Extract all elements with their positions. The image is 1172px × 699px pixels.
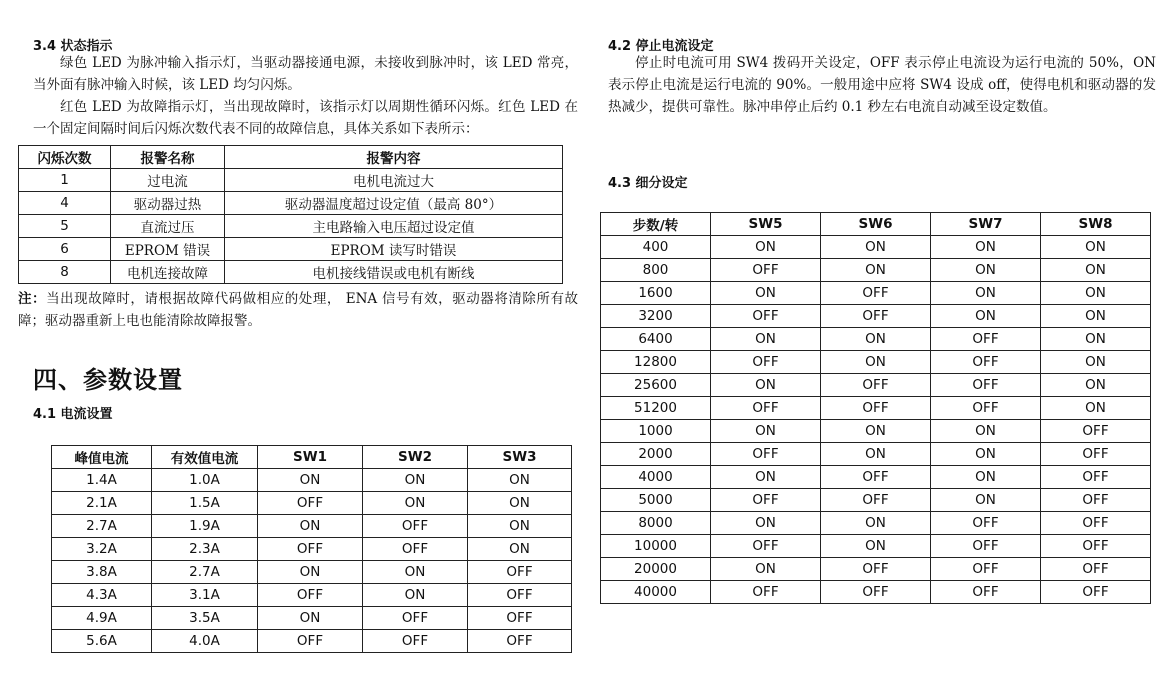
step-table-cell: 12800 <box>601 351 711 374</box>
step-table-header: SW5 <box>711 213 821 236</box>
current-table-cell: OFF <box>468 561 572 584</box>
fault-table-cell: 1 <box>19 169 111 192</box>
step-table-cell: OFF <box>711 305 821 328</box>
current-table-cell: 3.8A <box>52 561 152 584</box>
step-table-cell: OFF <box>711 259 821 282</box>
step-table-cell: ON <box>821 259 931 282</box>
step-table-cell: OFF <box>711 397 821 420</box>
current-table-header-row <box>52 446 572 469</box>
fault-table-row <box>19 215 563 238</box>
step-table-cell: OFF <box>931 535 1041 558</box>
section-3-4-paragraph-1: 绿色 LED 为脉冲输入指示灯，当驱动器接通电源，未接收到脉冲时，该 LED 常亮，当外面有脉冲输入时候，该 LED 均匀闪烁。 <box>33 55 578 93</box>
step-table-row <box>601 512 1151 535</box>
step-table-cell: OFF <box>1041 581 1151 604</box>
step-table-cell: OFF <box>1041 512 1151 535</box>
step-table-row <box>601 374 1151 397</box>
step-table-cell: ON <box>931 489 1041 512</box>
fault-table-row <box>19 192 563 215</box>
step-table-cell: OFF <box>1041 558 1151 581</box>
step-table-row <box>601 236 1151 259</box>
step-table-cell: OFF <box>1041 489 1151 512</box>
step-table-header: 步数/转 <box>601 213 711 236</box>
step-table-cell: ON <box>1041 374 1151 397</box>
step-table-header: SW8 <box>1041 213 1151 236</box>
step-table-row <box>601 535 1151 558</box>
step-table-cell: 6400 <box>601 328 711 351</box>
step-table-cell: OFF <box>931 374 1041 397</box>
fault-table-cell: 电机连接故障 <box>111 261 225 284</box>
current-table-header: SW1 <box>258 446 363 469</box>
current-table-cell: ON <box>468 492 572 515</box>
current-table-header: SW2 <box>363 446 468 469</box>
fault-table-cell: 过电流 <box>111 169 225 192</box>
fault-table-cell: 8 <box>19 261 111 284</box>
step-table-cell: 20000 <box>601 558 711 581</box>
current-table-cell: OFF <box>363 538 468 561</box>
current-table-cell: 4.9A <box>52 607 152 630</box>
current-table-cell: 1.9A <box>152 515 258 538</box>
step-table-cell: ON <box>711 512 821 535</box>
current-table-header: SW3 <box>468 446 572 469</box>
step-table-cell: ON <box>931 466 1041 489</box>
step-table-cell: ON <box>931 236 1041 259</box>
current-table-cell: 2.1A <box>52 492 152 515</box>
fault-table <box>18 145 563 284</box>
current-table-cell: ON <box>468 515 572 538</box>
fault-table-cell: 5 <box>19 215 111 238</box>
current-table-row <box>52 492 572 515</box>
step-table-cell: OFF <box>821 489 931 512</box>
step-table-cell: 400 <box>601 236 711 259</box>
step-table-cell: 3200 <box>601 305 711 328</box>
section-3-4-title: 3.4 状态指示 <box>33 39 113 54</box>
fault-table-cell: 4 <box>19 192 111 215</box>
step-table-cell: OFF <box>711 489 821 512</box>
step-table-row <box>601 443 1151 466</box>
fault-table-header-row <box>19 146 563 169</box>
fault-note <box>18 288 578 332</box>
step-table-cell: ON <box>821 443 931 466</box>
step-table-cell: ON <box>931 305 1041 328</box>
fault-table-cell: 主电路输入电压超过设定值 <box>225 215 563 238</box>
fault-table-header: 报警名称 <box>111 146 225 169</box>
step-table-cell: ON <box>821 535 931 558</box>
step-table-cell: OFF <box>1041 535 1151 558</box>
step-table-cell: OFF <box>821 466 931 489</box>
step-table-cell: OFF <box>931 512 1041 535</box>
current-table-row <box>52 538 572 561</box>
current-table-cell: ON <box>258 515 363 538</box>
current-table-cell: ON <box>468 538 572 561</box>
section-4-1-title: 4.1 电流设置 <box>33 407 113 422</box>
current-table-row <box>52 561 572 584</box>
current-table-cell: 4.0A <box>152 630 258 653</box>
step-table-cell: ON <box>1041 397 1151 420</box>
current-table-cell: 3.5A <box>152 607 258 630</box>
step-table-cell: ON <box>711 282 821 305</box>
step-table-cell: 4000 <box>601 466 711 489</box>
step-table-cell: OFF <box>711 581 821 604</box>
step-table-row <box>601 282 1151 305</box>
step-table <box>600 212 1151 604</box>
current-table-cell: OFF <box>363 515 468 538</box>
step-table-cell: ON <box>821 512 931 535</box>
current-table <box>51 445 572 653</box>
step-table-cell: ON <box>711 236 821 259</box>
fault-table-cell: 电机电流过大 <box>225 169 563 192</box>
step-table-cell: 1000 <box>601 420 711 443</box>
step-table-row <box>601 397 1151 420</box>
current-table-cell: OFF <box>258 630 363 653</box>
current-table-cell: 1.4A <box>52 469 152 492</box>
step-table-cell: ON <box>1041 282 1151 305</box>
step-table-cell: ON <box>821 420 931 443</box>
current-table-cell: ON <box>363 584 468 607</box>
step-table-row <box>601 466 1151 489</box>
current-table-cell: 3.2A <box>52 538 152 561</box>
section-4-3-title: 4.3 细分设定 <box>608 176 688 191</box>
current-table-cell: ON <box>258 561 363 584</box>
current-table-cell: 2.7A <box>52 515 152 538</box>
step-table-cell: OFF <box>1041 420 1151 443</box>
step-table-cell: OFF <box>821 581 931 604</box>
fault-table-cell: 直流过压 <box>111 215 225 238</box>
step-table-cell: ON <box>1041 351 1151 374</box>
step-table-cell: OFF <box>821 282 931 305</box>
current-table-row <box>52 630 572 653</box>
step-table-row <box>601 351 1151 374</box>
current-table-cell: OFF <box>363 630 468 653</box>
step-table-cell: OFF <box>821 305 931 328</box>
current-table-row <box>52 515 572 538</box>
fault-table-cell: 电机接线错误或电机有断线 <box>225 261 563 284</box>
note-text: 当出现故障时，请根据故障代码做相应的处理， ENA 信号有效，驱动器将清除所有故障；驱动器重新上电也能清除故障报警。 <box>18 291 579 329</box>
step-table-cell: 40000 <box>601 581 711 604</box>
step-table-cell: ON <box>821 328 931 351</box>
step-table-cell: ON <box>711 374 821 397</box>
step-table-cell: OFF <box>1041 443 1151 466</box>
fault-table-row <box>19 261 563 284</box>
current-table-cell: OFF <box>258 492 363 515</box>
step-table-cell: ON <box>711 558 821 581</box>
step-table-cell: 800 <box>601 259 711 282</box>
step-table-cell: 5000 <box>601 489 711 512</box>
step-table-cell: 1600 <box>601 282 711 305</box>
fault-table-cell: 驱动器过热 <box>111 192 225 215</box>
step-table-row <box>601 489 1151 512</box>
fault-table-cell: EPROM 错误 <box>111 238 225 261</box>
current-table-cell: OFF <box>468 584 572 607</box>
current-table-cell: ON <box>363 561 468 584</box>
step-table-row <box>601 328 1151 351</box>
step-table-cell: ON <box>821 236 931 259</box>
step-table-cell: 25600 <box>601 374 711 397</box>
current-table-cell: 5.6A <box>52 630 152 653</box>
current-table-cell: 2.3A <box>152 538 258 561</box>
step-table-cell: ON <box>1041 236 1151 259</box>
current-table-header: 有效值电流 <box>152 446 258 469</box>
note-label: 注： <box>18 291 47 307</box>
fault-table-header: 报警内容 <box>225 146 563 169</box>
current-table-row <box>52 607 572 630</box>
fault-table-cell: 驱动器温度超过设定值（最高 80°） <box>225 192 563 215</box>
section-4-2-title: 4.2 停止电流设定 <box>608 39 714 54</box>
step-table-header: SW7 <box>931 213 1041 236</box>
step-table-row <box>601 581 1151 604</box>
step-table-header-row <box>601 213 1151 236</box>
step-table-cell: ON <box>931 420 1041 443</box>
step-table-row <box>601 305 1151 328</box>
fault-table-cell: EPROM 读写时错误 <box>225 238 563 261</box>
current-table-header: 峰值电流 <box>52 446 152 469</box>
step-table-cell: OFF <box>711 443 821 466</box>
chapter-title: 四、参数设置 <box>33 365 183 394</box>
current-table-cell: ON <box>363 492 468 515</box>
step-table-cell: OFF <box>931 351 1041 374</box>
step-table-cell: ON <box>1041 305 1151 328</box>
fault-table-row <box>19 238 563 261</box>
step-table-cell: 2000 <box>601 443 711 466</box>
current-table-cell: OFF <box>363 607 468 630</box>
step-table-cell: OFF <box>821 374 931 397</box>
step-table-row <box>601 259 1151 282</box>
current-table-row <box>52 469 572 492</box>
step-table-cell: ON <box>931 259 1041 282</box>
step-table-cell: OFF <box>931 397 1041 420</box>
current-table-cell: 1.0A <box>152 469 258 492</box>
step-table-cell: OFF <box>1041 466 1151 489</box>
step-table-cell: 8000 <box>601 512 711 535</box>
step-table-cell: OFF <box>711 351 821 374</box>
current-table-cell: ON <box>363 469 468 492</box>
current-table-cell: OFF <box>468 630 572 653</box>
section-4-2-paragraph: 停止时电流可用 SW4 拨码开关设定，OFF 表示停止电流设为运行电流的 50%，ON 表示停止电流是运行电流的 90%。一般用途中应将 SW4 设成 off，使得电机和驱动器的发热减少，提供可靠性。脉冲串停止后约 0.1 秒左右电流自动减至设定数值。 <box>608 55 1156 115</box>
step-table-cell: ON <box>931 282 1041 305</box>
step-table-cell: OFF <box>931 581 1041 604</box>
current-table-cell: 4.3A <box>52 584 152 607</box>
step-table-cell: 10000 <box>601 535 711 558</box>
step-table-cell: ON <box>711 466 821 489</box>
step-table-cell: OFF <box>821 397 931 420</box>
step-table-cell: OFF <box>931 328 1041 351</box>
step-table-cell: OFF <box>931 558 1041 581</box>
current-table-cell: 1.5A <box>152 492 258 515</box>
step-table-cell: ON <box>711 420 821 443</box>
section-3-4-paragraph-2: 红色 LED 为故障指示灯，当出现故障时，该指示灯以周期性循环闪烁。红色 LED 在 一个固定间隔时间后闪烁次数代表不同的故障信息，具体关系如下表所示： <box>33 99 578 137</box>
current-table-cell: ON <box>258 469 363 492</box>
current-table-cell: 3.1A <box>152 584 258 607</box>
fault-table-header: 闪烁次数 <box>19 146 111 169</box>
current-table-cell: OFF <box>258 584 363 607</box>
fault-table-cell: 6 <box>19 238 111 261</box>
step-table-cell: ON <box>711 328 821 351</box>
step-table-cell: ON <box>1041 328 1151 351</box>
step-table-row <box>601 420 1151 443</box>
fault-table-row <box>19 169 563 192</box>
current-table-cell: 2.7A <box>152 561 258 584</box>
step-table-cell: 51200 <box>601 397 711 420</box>
current-table-row <box>52 584 572 607</box>
current-table-cell: ON <box>258 607 363 630</box>
step-table-cell: ON <box>821 351 931 374</box>
step-table-cell: OFF <box>711 535 821 558</box>
current-table-cell: OFF <box>468 607 572 630</box>
current-table-cell: ON <box>468 469 572 492</box>
step-table-row <box>601 558 1151 581</box>
current-table-cell: OFF <box>258 538 363 561</box>
step-table-cell: ON <box>931 443 1041 466</box>
step-table-header: SW6 <box>821 213 931 236</box>
step-table-cell: ON <box>1041 259 1151 282</box>
step-table-cell: OFF <box>821 558 931 581</box>
